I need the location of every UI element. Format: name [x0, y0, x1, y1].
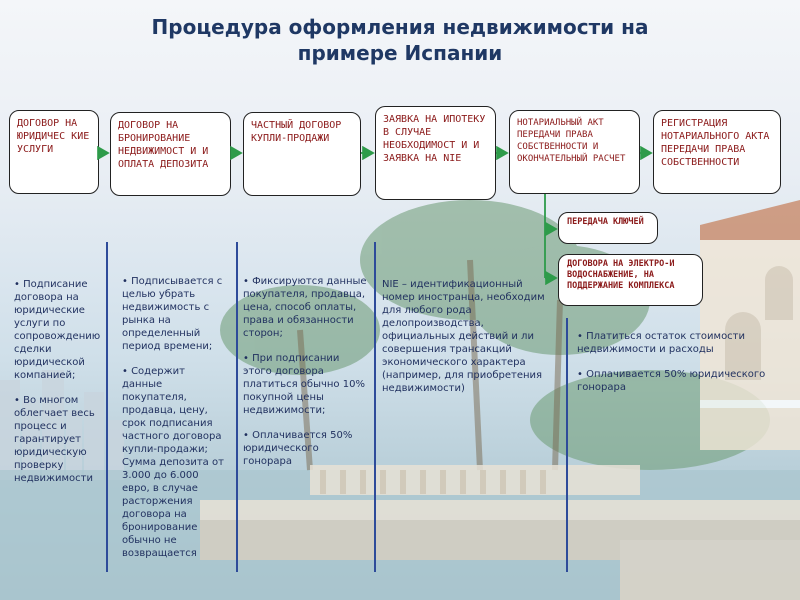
detail-item: • Платиться остаток стоимости недвижимости и расходы	[577, 331, 746, 355]
step-label: НОТАРИАЛЬНЫЙ АКТ ПЕРЕДАЧИ ПРАВА СОБСТВЕННОСТИ И ОКОНЧАТЕЛЬНЫЙ РАСЧЕТ	[517, 118, 626, 164]
title-line-1: Процедура оформления недвижимости на	[151, 15, 649, 39]
details-booking-deposit	[122, 275, 227, 572]
detail-item: • Фиксируются данные покупателя, продавца, цена, способ оплаты, права и обязанности сторон;	[243, 276, 367, 339]
details-legal-services	[14, 278, 102, 497]
column-divider	[106, 242, 108, 572]
substep-label: ДОГОВОРА НА ЭЛЕКТРО-И ВОДОСНАБЖЕНИЕ, НА ПОДДЕРЖАНИЕ КОМПЛЕКСА	[567, 259, 675, 291]
details-notarial-act	[577, 330, 777, 406]
step-label: ЧАСТНЫЙ ДОГОВОР КУПЛИ-ПРОДАЖИ	[251, 120, 342, 144]
detail-item: • Содержит данные покупателя, продавца, цену, срок подписания частного договора купли-продажи; Сумма депозита от 3.000 до 6.000 евро, в случае расторжения договора на бронирование обычно не возвращается	[122, 366, 224, 559]
column-divider	[236, 242, 238, 572]
details-private-contract	[243, 275, 368, 480]
step-label: ДОГОВОР НА БРОНИРОВАНИЕ НЕДВИЖИМОСТ И И ОПЛАТА ДЕПОЗИТА	[118, 120, 209, 170]
detail-item: NIE – идентификационный номер иностранца, необходим для любого рода делопроизводства, официальных действий и ли совершения трансакций экономического характера (например, для приобретения недвижимости)	[382, 279, 545, 394]
detail-item: • При подписании этого договора платиться обычно 10% покупной цены недвижимости;	[243, 353, 365, 416]
title-line-2: примере Испании	[297, 41, 503, 65]
detail-item: • Оплачивается 50% юридического гонорара	[577, 369, 766, 393]
column-divider	[566, 318, 568, 572]
detail-item: • Подписывается с целью убрать недвижимость с рынка на определенный период времени;	[122, 276, 223, 352]
details-mortgage-nie	[382, 278, 552, 407]
detail-item: • Во многом облегчает весь процесс и гарантирует юридическую проверку недвижимости	[14, 395, 95, 484]
substep-label: ПЕРЕДАЧА КЛЮЧЕЙ	[567, 217, 644, 227]
step-label: ДОГОВОР НА ЮРИДИЧЕС КИЕ УСЛУГИ	[17, 118, 90, 155]
detail-item: • Оплачивается 50% юридического гонорара	[243, 430, 353, 467]
column-divider	[374, 242, 376, 572]
detail-item: • Подписание договора на юридические услуги по сопровождению сделки юридической компанией;	[14, 279, 101, 381]
step-label: ЗАЯВКА НА ИПОТЕКУ В СЛУЧАЕ НЕОБХОДИМОСТ И И ЗАЯВКА НА NIE	[383, 114, 486, 164]
step-label: РЕГИСТРАЦИЯ НОТАРИАЛЬНОГО АКТА ПЕРЕДАЧИ ПРАВА СОБСТВЕННОСТИ	[661, 118, 770, 168]
